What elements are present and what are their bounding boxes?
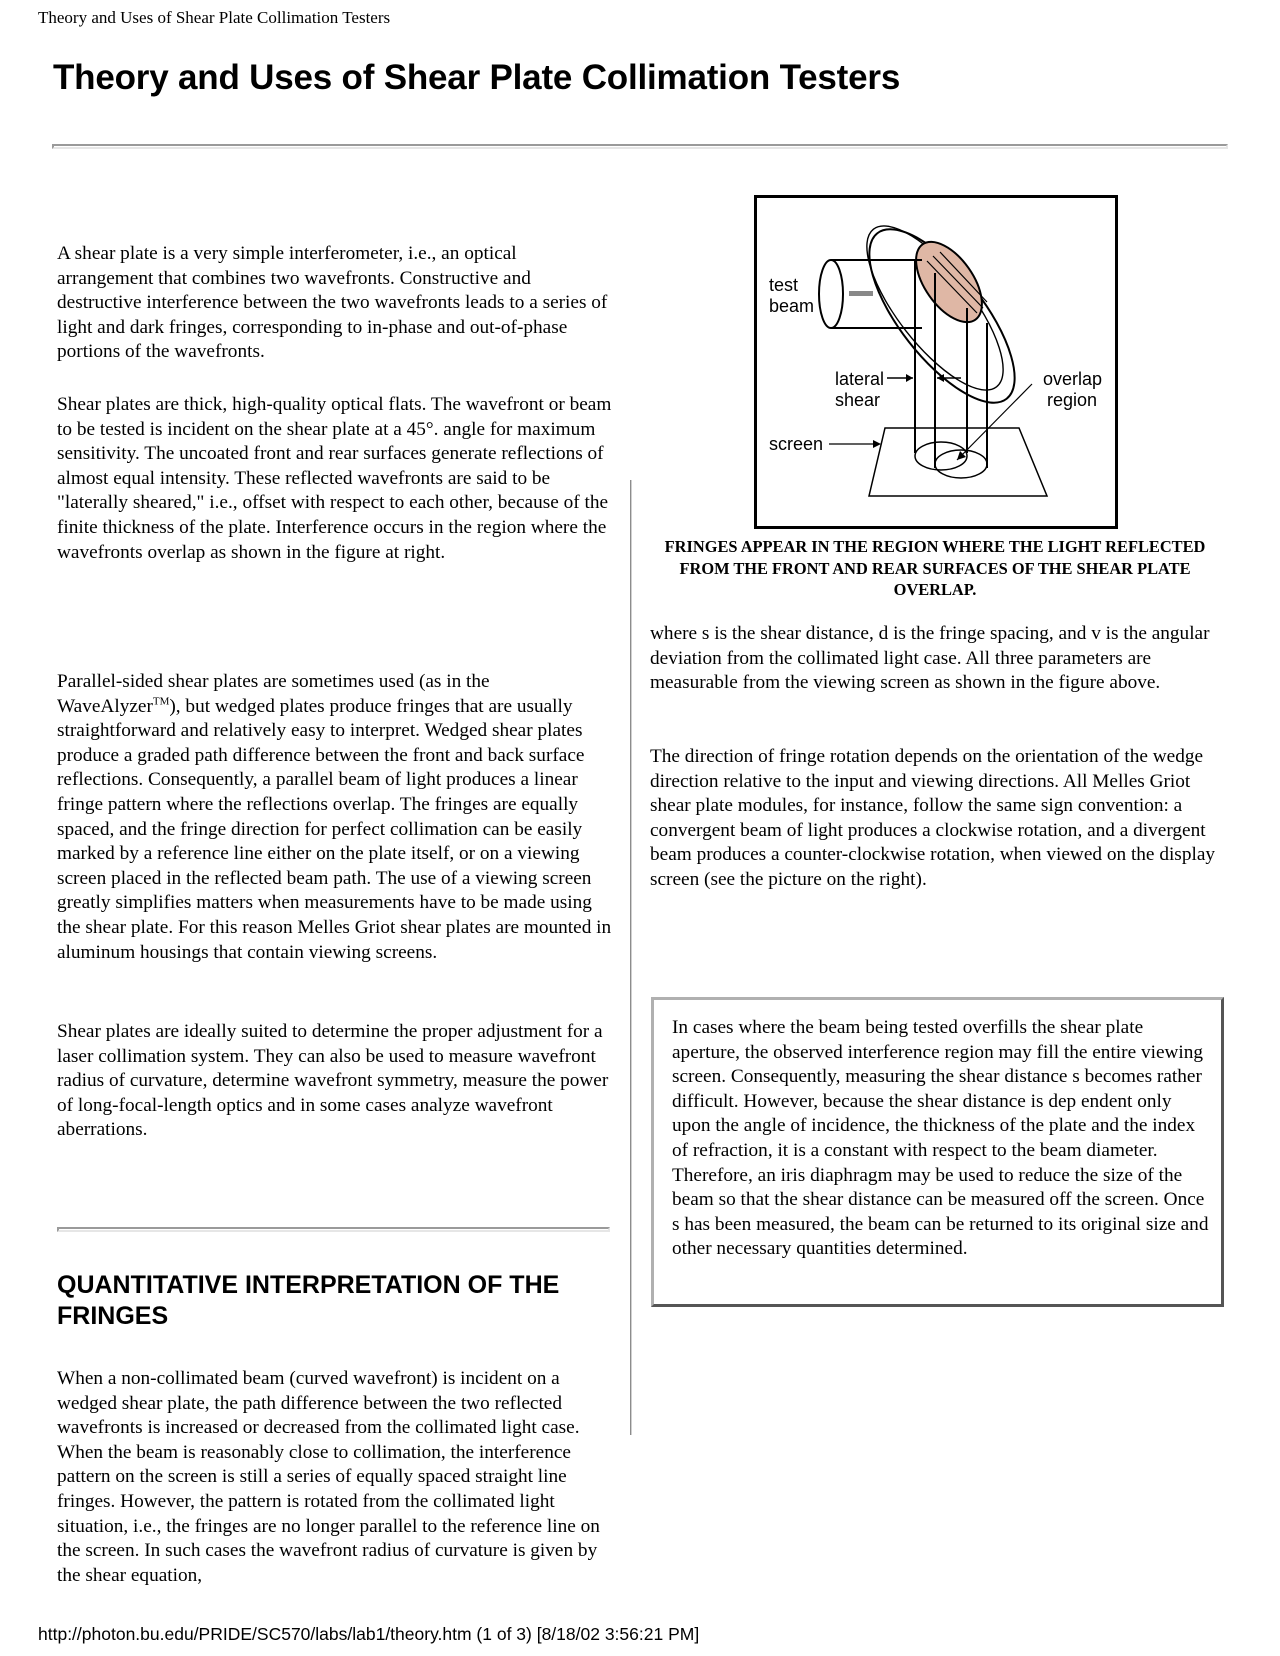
- wedged-plate-text-rest: ), but wedged plates produce fringes that are usually straightforward and relatively easy to interpret. Wedged shear plates produce a graded path difference between the front and back surface reflections. Consequently, a parallel beam of light produces a linear fringe pattern where the reflections overlap. The fringes are equally spaced, and the fringe direction for perfect collimation can be easily marked by a reference line either on the plate itself, or on a viewing screen placed in the reflected beam path. The use of a viewing screen greatly simplifies matters when measurements have to be made using the shear plate. For this reason Melles Griot shear plates are mounted in aluminum housings that contain viewing screens.: [57, 695, 612, 963]
- wedged-plate-paragraph: [57, 670, 617, 965]
- running-header: Theory and Uses of Shear Plate Collimation Testers: [38, 8, 391, 27]
- figure-caption: FRINGES APPEAR IN THE REGION WHERE THE LIGHT REFLECTED FROM THE FRONT AND REAR SURFACES OF THE SHEAR PLATE OVERLAP.: [664, 537, 1206, 599]
- shear-equation-explanation: where s is the shear distance, d is the fringe spacing, and v is the angular deviation from the collimated light case. All three parameters are measurable from the viewing screen as shown in the figure above.: [650, 623, 1210, 694]
- label-region: region: [1047, 390, 1098, 410]
- label-test: test: [769, 275, 799, 295]
- horizontal-rule: [52, 144, 1228, 149]
- beam-direction-arrow: [849, 291, 873, 296]
- shear-plate-figure: [754, 195, 1118, 529]
- label-shear: shear: [835, 390, 881, 410]
- note-box: [651, 997, 1224, 1307]
- overlap-region-shape: [903, 231, 995, 334]
- label-overlap: overlap: [1043, 369, 1103, 389]
- page-footer: http://photon.bu.edu/PRIDE/SC570/labs/lab1/theory.htm (1 of 3) [8/18/02 3:56:21 PM]: [38, 1624, 700, 1644]
- trademark-mark: TM: [152, 695, 170, 708]
- section-heading: QUANTITATIVE INTERPRETATION OF THE FRINGES: [57, 1271, 560, 1330]
- label-lateral: lateral: [835, 369, 885, 389]
- lateral-shear-arrowhead-left: [906, 374, 913, 382]
- applications-paragraph: Shear plates are ideally suited to determine the proper adjustment for a laser collimation system. They can also be used to measure wavefront radius of curvature, determine wavefront symmetry, measure the power of long-focal-length optics and in some cases analyze wavefront aberrations.: [57, 1021, 609, 1141]
- screen-shape: [869, 428, 1047, 496]
- fringe-rotation-paragraph: The direction of fringe rotation depends on the orientation of the wedge direction relative to the input and viewing directions. All Melles Griot shear plate modules, for instance, follow the same sign convention: a convergent beam of light produces a clockwise rotation, and a divergent beam produces a counter-clockwise rotation, when viewed on the display screen (see the picture on the right).: [650, 746, 1216, 890]
- beam-end: [819, 260, 843, 328]
- page-title: Theory and Uses of Shear Plate Collimation Testers: [53, 58, 901, 97]
- shear-plate-paragraph: Shear plates are thick, high-quality optical flats. The wavefront or beam to be tested is incident on the shear plate at a 45°. angle for maximum sensitivity. The uncoated front and rear surfaces generate reflections of almost equal intensity. These reflected wavefronts are said to be "laterally sheared," i.e., offset with respect to each other, because of the finite thickness of the plate. Interference occurs in the region where the wavefronts overlap as shown in the figure at right.: [57, 394, 612, 563]
- wedged-plate-text-start: Parallel-sided shear plates are sometimes used (as in the WaveAlyzer: [57, 671, 490, 717]
- label-screen: screen: [769, 434, 824, 454]
- section-divider: [57, 1227, 610, 1232]
- shear-plate-diagram: [757, 198, 1115, 526]
- column-divider: [630, 480, 632, 1435]
- intro-paragraph: A shear plate is a very simple interferometer, i.e., an optical arrangement that combines two wavefronts. Constructive and destructive interference between the two wavefronts leads to a series of light and dark fringes, corresponding to in-phase and out-of-phase portions of the wavefronts.: [57, 243, 608, 363]
- note-text: In cases where the beam being tested overfills the shear plate aperture, the observed interference region may fill the entire viewing screen. Consequently, measuring the shear distance s becomes rather difficult. However, because the shear distance is dep endent only upon the angle of incidence, the thickness of the plate and the index of refraction, it is a constant with respect to the beam diameter. Therefore, an iris diaphragm may be used to reduce the size of the beam so that the shear distance can be measured off the screen. Once s has been measured, the beam can be returned to its original size and other necessary quantities determined.: [672, 1017, 1209, 1260]
- screen-pointer-head: [873, 440, 881, 448]
- label-beam: beam: [769, 296, 815, 316]
- non-collimated-paragraph: When a non-collimated beam (curved wavefront) is incident on a wedged shear plate, the path difference between the two reflected wavefronts is increased or decreased from the collimated light case. When the beam is reasonably close to collimation, the interference pattern on the screen is still a series of equally spaced straight line fringes. However, the pattern is rotated from the collimated light situation, i.e., the fringes are no longer parallel to the reference line on the screen. In such cases the wavefront radius of curvature is given by the shear equation,: [57, 1368, 600, 1586]
